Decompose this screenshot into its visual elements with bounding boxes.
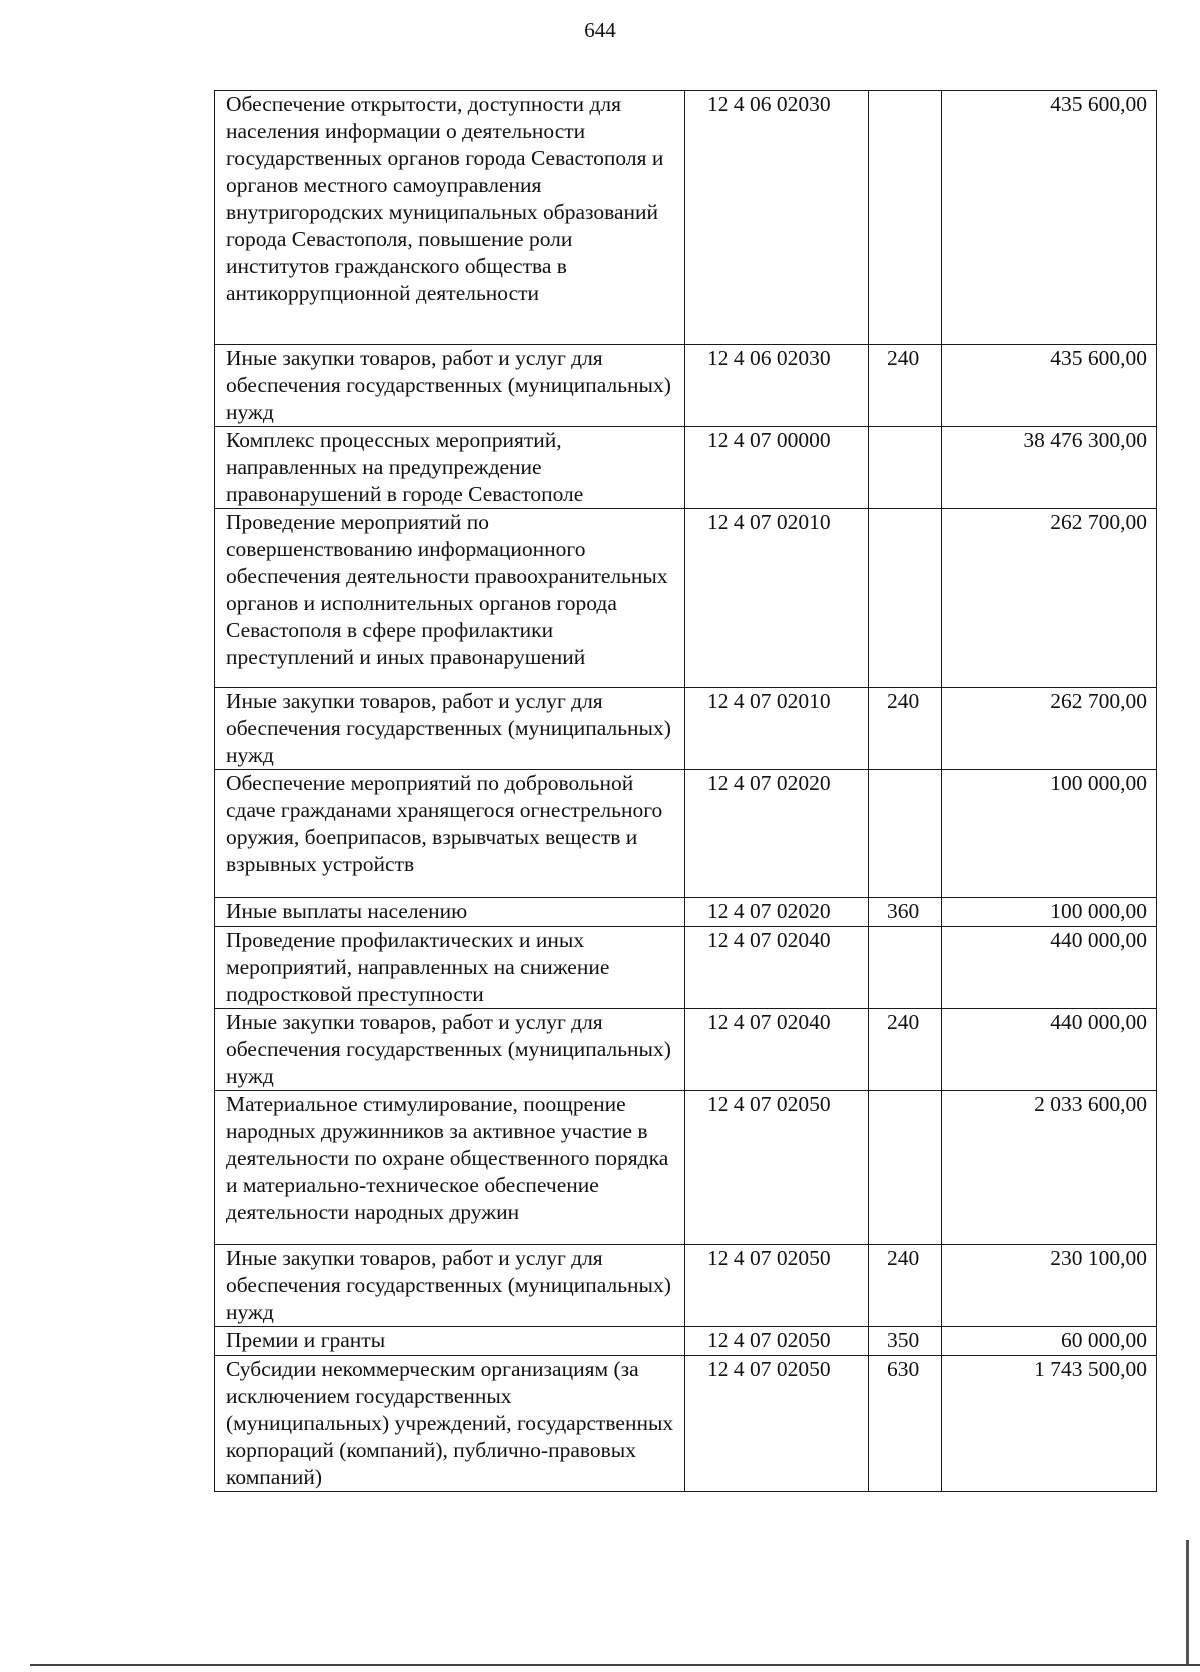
table-row: [215, 1091, 1157, 1245]
table-row: [215, 1009, 1157, 1091]
row-type-cell: 240: [869, 1245, 942, 1327]
row-amount-cell: 60 000,00: [942, 1327, 1157, 1356]
row-code-cell: 12 4 07 02050: [685, 1356, 869, 1492]
row-name-cell: Иные закупки товаров, работ и услуг для обеспечения государственных (муниципальных) нужд: [215, 688, 685, 770]
row-type-cell: 240: [869, 688, 942, 770]
row-amount-cell: 440 000,00: [942, 1009, 1157, 1091]
row-type-cell: 630: [869, 1356, 942, 1492]
row-type-cell: [869, 770, 942, 898]
row-type-cell: 240: [869, 345, 942, 427]
table-row: [215, 427, 1157, 509]
row-amount-cell: 262 700,00: [942, 688, 1157, 770]
table-row: [215, 927, 1157, 1009]
row-type-cell: [869, 91, 942, 345]
row-amount-cell: 100 000,00: [942, 770, 1157, 898]
row-type-cell: 240: [869, 1009, 942, 1091]
row-amount-cell: 435 600,00: [942, 345, 1157, 427]
table-row: [215, 688, 1157, 770]
table-row: [215, 1327, 1157, 1356]
row-type-cell: [869, 927, 942, 1009]
table-row: [215, 1356, 1157, 1492]
scan-bottom-edge: [30, 1664, 1200, 1666]
row-code-cell: 12 4 07 02040: [685, 1009, 869, 1091]
row-name-cell: Иные закупки товаров, работ и услуг для обеспечения государственных (муниципальных) нужд: [215, 1245, 685, 1327]
row-amount-cell: 38 476 300,00: [942, 427, 1157, 509]
row-name-cell: Проведение мероприятий по совершенствованию информационного обеспечения деятельности правоохранительных органов и исполнительных органов города Севастополя в сфере профилактики преступлений и иных правонарушений: [215, 509, 685, 688]
row-type-cell: [869, 509, 942, 688]
row-amount-cell: 435 600,00: [942, 91, 1157, 345]
row-name-cell: Иные закупки товаров, работ и услуг для обеспечения государственных (муниципальных) нужд: [215, 345, 685, 427]
row-type-cell: 360: [869, 898, 942, 927]
row-amount-cell: 230 100,00: [942, 1245, 1157, 1327]
row-code-cell: 12 4 06 02030: [685, 91, 869, 345]
table-row: [215, 345, 1157, 427]
scan-right-edge: [1186, 1540, 1189, 1664]
row-amount-cell: 440 000,00: [942, 927, 1157, 1009]
table-row: [215, 898, 1157, 927]
row-code-cell: 12 4 06 02030: [685, 345, 869, 427]
row-name-cell: Субсидии некоммерческим организациям (за исключением государственных (муниципальных) учреждений, государственных корпораций (компаний), публично-правовых компаний): [215, 1356, 685, 1492]
row-type-cell: 350: [869, 1327, 942, 1356]
row-code-cell: 12 4 07 02040: [685, 927, 869, 1009]
row-amount-cell: 262 700,00: [942, 509, 1157, 688]
budget-table-body: [215, 91, 1157, 1492]
row-name-cell: Обеспечение мероприятий по добровольной сдаче гражданами хранящегося огнестрельного оружия, боеприпасов, взрывчатых веществ и взрывных устройств: [215, 770, 685, 898]
row-code-cell: 12 4 07 02010: [685, 509, 869, 688]
table-row: [215, 770, 1157, 898]
row-code-cell: 12 4 07 02020: [685, 898, 869, 927]
row-code-cell: 12 4 07 00000: [685, 427, 869, 509]
row-name-cell: Обеспечение открытости, доступности для населения информации о деятельности государственных органов города Севастополя и органов местного самоуправления внутригородских муниципальных образований города Севастополя, повышение роли институтов гражданского общества в антикоррупционной деятельности: [215, 91, 685, 345]
row-code-cell: 12 4 07 02050: [685, 1245, 869, 1327]
row-code-cell: 12 4 07 02010: [685, 688, 869, 770]
row-amount-cell: 1 743 500,00: [942, 1356, 1157, 1492]
row-name-cell: Иные выплаты населению: [215, 898, 685, 927]
row-name-cell: Проведение профилактических и иных мероприятий, направленных на снижение подростковой преступности: [215, 927, 685, 1009]
budget-table: [214, 90, 1157, 1492]
row-amount-cell: 100 000,00: [942, 898, 1157, 927]
table-row: [215, 91, 1157, 345]
row-name-cell: Премии и гранты: [215, 1327, 685, 1356]
table-row: [215, 1245, 1157, 1327]
page-number: 644: [584, 18, 616, 42]
row-code-cell: 12 4 07 02050: [685, 1327, 869, 1356]
row-name-cell: Иные закупки товаров, работ и услуг для обеспечения государственных (муниципальных) нужд: [215, 1009, 685, 1091]
row-amount-cell: 2 033 600,00: [942, 1091, 1157, 1245]
row-type-cell: [869, 427, 942, 509]
table-row: [215, 509, 1157, 688]
row-name-cell: Комплекс процессных мероприятий, направленных на предупреждение правонарушений в городе Севастополе: [215, 427, 685, 509]
row-code-cell: 12 4 07 02020: [685, 770, 869, 898]
row-code-cell: 12 4 07 02050: [685, 1091, 869, 1245]
row-name-cell: Материальное стимулирование, поощрение народных дружинников за активное участие в деятельности по охране общественного порядка и материально-техническое обеспечение деятельности народных дружин: [215, 1091, 685, 1245]
row-type-cell: [869, 1091, 942, 1245]
